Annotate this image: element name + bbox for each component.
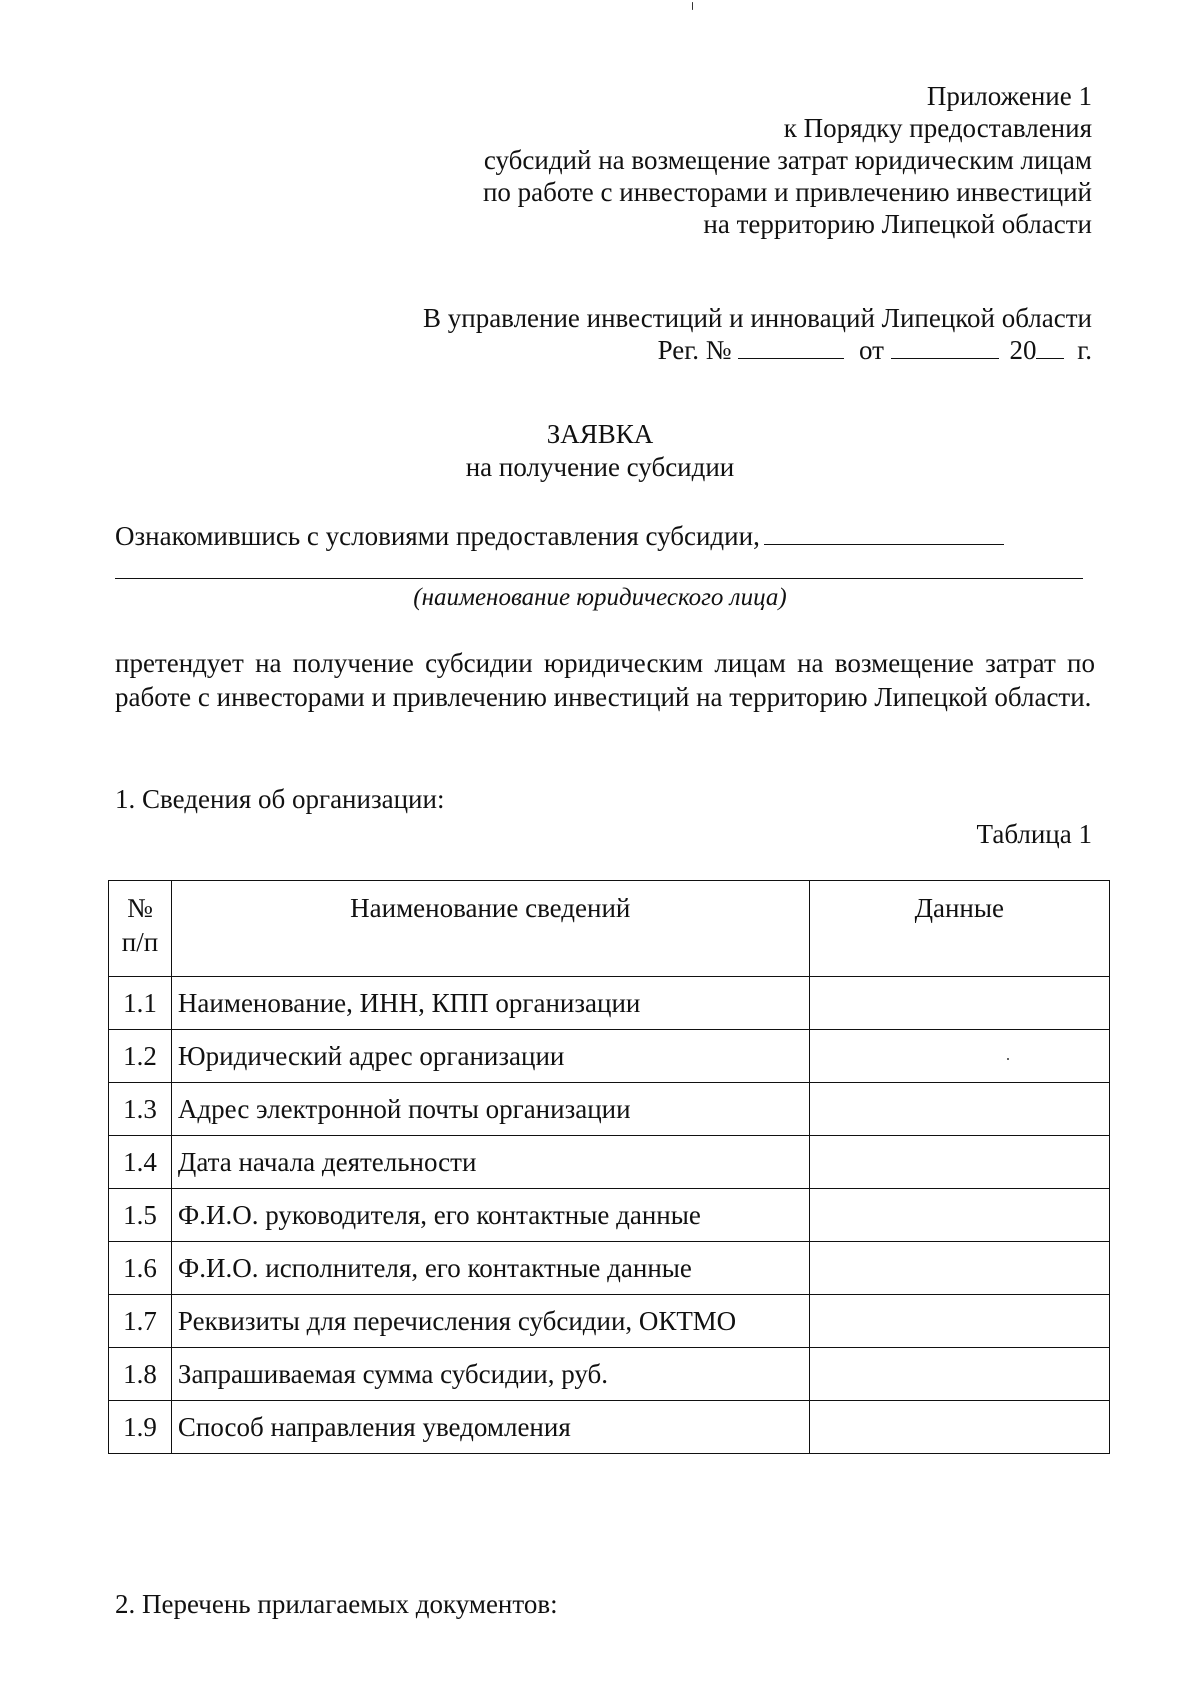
table-row <box>109 977 1110 1030</box>
row-number: 1.8 <box>109 1348 172 1401</box>
table-header-row <box>109 881 1110 977</box>
reg-label: Рег. № <box>657 335 732 365</box>
row-label: Ф.И.О. исполнителя, его контактные данные <box>171 1242 809 1295</box>
page-subtitle: на получение субсидии <box>465 452 735 482</box>
appendix-line: к Порядку предоставления <box>783 113 1092 143</box>
title-block <box>0 418 1200 484</box>
row-label: Дата начала деятельности <box>171 1136 809 1189</box>
table-row <box>109 1136 1110 1189</box>
appendix-line: субсидий на возмещение затрат юридическим лицам <box>483 145 1092 175</box>
reg-date-blank[interactable] <box>891 336 999 359</box>
from-label: от <box>859 335 884 365</box>
addressee-block <box>423 302 1092 366</box>
row-label: Юридический адрес организации <box>171 1030 809 1083</box>
column-header-name: Наименование сведений <box>171 881 809 977</box>
scan-speck <box>1007 1058 1009 1060</box>
row-data-cell[interactable] <box>809 1401 1109 1454</box>
org-name-line[interactable] <box>115 578 1083 579</box>
registration-line <box>423 334 1092 366</box>
row-label: Ф.И.О. руководителя, его контактные данные <box>171 1189 809 1242</box>
row-number: 1.6 <box>109 1242 172 1295</box>
org-name-blank[interactable] <box>764 522 1004 545</box>
reg-number-blank[interactable] <box>738 336 844 359</box>
column-header-data: Данные <box>809 881 1109 977</box>
intro-text: Ознакомившись с условиями предоставления субсидии, <box>115 521 760 551</box>
table-row <box>109 1030 1110 1083</box>
table-row <box>109 1348 1110 1401</box>
organization-info-table <box>108 880 1110 1454</box>
row-data-cell[interactable] <box>809 1136 1109 1189</box>
year-suffix: г. <box>1077 335 1092 365</box>
row-number: 1.1 <box>109 977 172 1030</box>
appendix-header <box>483 80 1092 240</box>
row-data-cell[interactable] <box>809 1083 1109 1136</box>
appendix-line: на территорию Липецкой области <box>703 209 1092 239</box>
section2-heading: 2. Перечень прилагаемых документов: <box>115 1589 558 1619</box>
row-label: Реквизиты для перечисления субсидии, ОКТМО <box>171 1295 809 1348</box>
table-row <box>109 1083 1110 1136</box>
row-label: Наименование, ИНН, КПП организации <box>171 977 809 1030</box>
section1-heading: 1. Сведения об организации: <box>115 784 445 814</box>
page-title: ЗАЯВКА <box>546 419 654 449</box>
appendix-title: Приложение 1 <box>926 81 1092 111</box>
row-number: 1.2 <box>109 1030 172 1083</box>
year-blank[interactable] <box>1036 336 1064 359</box>
org-name-caption: (наименование юридического лица) <box>413 584 787 611</box>
intro-line <box>115 520 1004 552</box>
row-number: 1.7 <box>109 1295 172 1348</box>
row-data-cell[interactable] <box>809 1295 1109 1348</box>
num-header-text: № п/п <box>121 893 159 957</box>
row-data-cell[interactable] <box>809 1189 1109 1242</box>
row-data-cell[interactable] <box>809 1348 1109 1401</box>
year-prefix: 20 <box>1009 335 1037 365</box>
table-row <box>109 1189 1110 1242</box>
column-header-num <box>109 881 172 977</box>
body-paragraph: претендует на получение субсидии юридическим лицам на возмещение затрат по работе с инвесторами и привлечению инвестиций на территорию Липецкой области. <box>115 648 1095 712</box>
appendix-line: по работе с инвесторами и привлечению инвестиций <box>482 177 1092 207</box>
row-label: Способ направления уведомления <box>171 1401 809 1454</box>
row-label: Адрес электронной почты организации <box>171 1083 809 1136</box>
row-data-cell[interactable] <box>809 1242 1109 1295</box>
table-row <box>109 1295 1110 1348</box>
row-number: 1.3 <box>109 1083 172 1136</box>
row-number: 1.5 <box>109 1189 172 1242</box>
row-label: Запрашиваемая сумма субсидии, руб. <box>171 1348 809 1401</box>
table-row <box>109 1242 1110 1295</box>
table-row <box>109 1401 1110 1454</box>
scan-speck <box>692 2 693 10</box>
row-number: 1.9 <box>109 1401 172 1454</box>
table-label: Таблица 1 <box>976 819 1092 849</box>
addressee-line: В управление инвестиций и инноваций Липецкой области <box>422 303 1092 333</box>
row-data-cell[interactable] <box>809 1030 1109 1083</box>
row-data-cell[interactable] <box>809 977 1109 1030</box>
row-number: 1.4 <box>109 1136 172 1189</box>
